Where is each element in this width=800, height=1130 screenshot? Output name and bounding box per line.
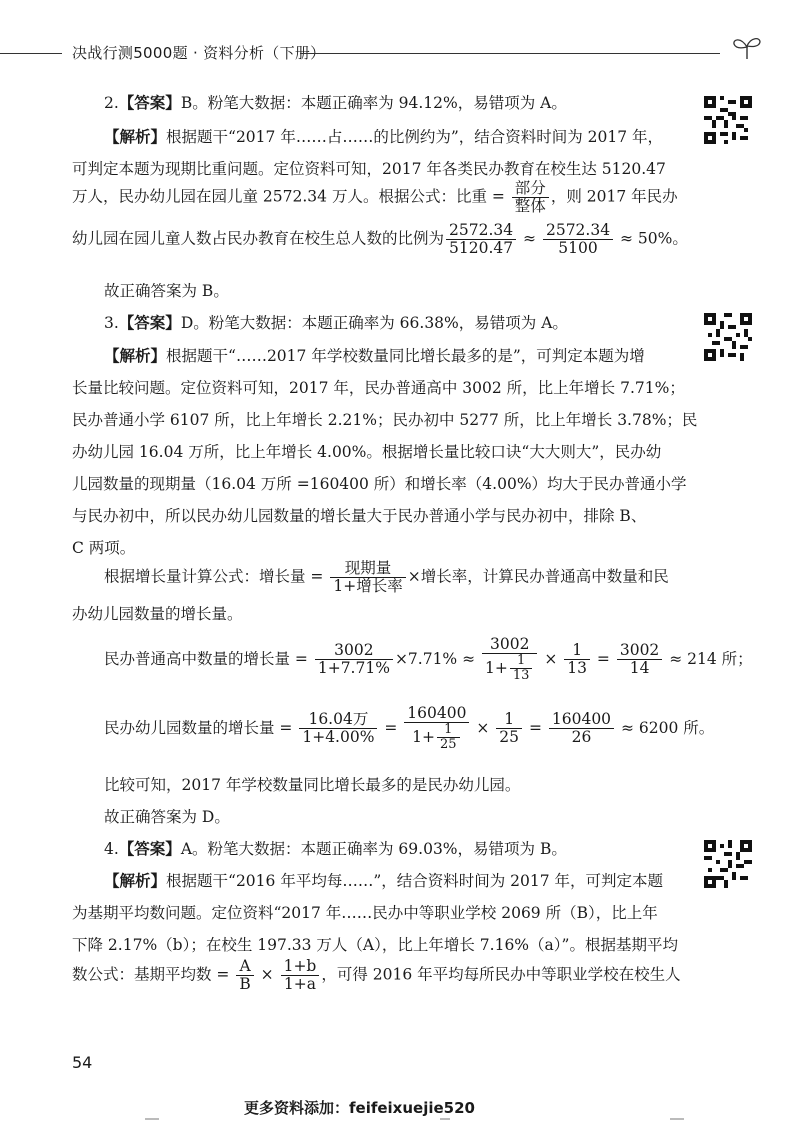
- header-title: 决战行测5000题 · 资料分析（下册）: [72, 44, 326, 62]
- fraction-denominator: [404, 723, 469, 753]
- scan-speck: [670, 1118, 684, 1120]
- q3-analysis-line-1: [104, 345, 645, 367]
- running-header: [0, 38, 800, 68]
- calc-operator: =: [592, 649, 615, 668]
- q4-analysis-line-2: 为基期平均数问题。定位资料“2017 年……民办中等职业学校 2069 所（B），比上年: [72, 904, 658, 922]
- q3-analysis-line-7: C 两项。: [72, 539, 136, 557]
- calc-fraction: [315, 642, 393, 677]
- fraction-numerator: 2572.34: [446, 222, 516, 240]
- fraction-numerator: 2572.34: [543, 222, 613, 240]
- q3-answer-tag: 【答案】: [118, 314, 181, 332]
- calc-operator: ×: [539, 649, 563, 668]
- fraction-denominator: 25: [499, 728, 520, 747]
- nested-fraction: [437, 723, 460, 753]
- header-rule-left: [0, 53, 62, 54]
- calc-fraction: [496, 711, 522, 746]
- q3-high-school-calc: [104, 636, 753, 684]
- q2-fraction-1: [446, 222, 516, 257]
- q2-formula-label: 万人，民办幼儿园在园儿童 2572.34 万人。根据公式：比重 =: [72, 187, 510, 206]
- q3-answer-line: [104, 312, 568, 334]
- q2-number: 2.: [104, 94, 119, 112]
- fraction-numerator: 1+b: [281, 958, 320, 976]
- q3-analysis-line-3: 民办普通小学 6107 所，比上年增长 2.21%；民办初中 5277 所，比上年增长 3.78%；民: [72, 411, 698, 429]
- calc-fraction: [549, 711, 614, 746]
- compound-prefix: 1+: [412, 727, 436, 746]
- q3-growth-formula-cont: 办幼儿园数量的增长量。: [72, 605, 243, 623]
- q3-analysis-line-4: 办幼儿园 16.04 万所，比上年增长 4.00%。根据增长量比较口诀“大大则大”，民办幼: [72, 443, 662, 461]
- q3-conclusion: 故正确答案为 D。: [104, 808, 230, 826]
- ratio-formula: [512, 180, 549, 215]
- q2-answer-text: B。粉笔大数据：本题正确率为 94.12%，易错项为 A。: [180, 94, 567, 112]
- fraction-numerator: 16.04万: [299, 711, 377, 729]
- fraction-numerator: 1: [564, 642, 590, 660]
- q2-calc-result: ≈ 50%。: [615, 229, 688, 248]
- q4-answer-text: A。粉笔大数据：本题正确率为 69.03%，易错项为 B。: [180, 840, 567, 858]
- q2-analysis-line-2: 可判定本题为现期比重问题。定位资料可知，2017 年各类民办教育在校生达 5120.47: [72, 160, 666, 178]
- scan-speck: [440, 1118, 450, 1120]
- fraction-denominator: 13: [512, 668, 530, 684]
- calc-fraction: [404, 705, 469, 753]
- q4-answer-line: [104, 838, 567, 860]
- base-average-post: ，可得 2016 年平均每所民办中等职业学校在校生人: [321, 965, 681, 984]
- q2-analysis-tag: 【解析】: [104, 128, 167, 146]
- header-rule-right: [300, 53, 720, 54]
- q2-analysis-line-4: [72, 222, 688, 257]
- q2-formula-post: ，则 2017 年民办: [550, 187, 678, 206]
- compound-prefix: 1+: [485, 658, 508, 677]
- qr-code-icon: [704, 96, 752, 144]
- nested-fraction: [510, 654, 533, 684]
- fraction-denominator: 5120.47: [449, 239, 514, 258]
- fraction-numerator: 3002: [617, 642, 662, 660]
- q3-analysis-line-5: 儿园数量的现期量（16.04 万所 =160400 所）和增长率（4.00%）均大于民办普通小学: [72, 475, 687, 493]
- fraction-numerator: 1: [437, 723, 460, 738]
- q3-analysis-line-2: 长量比较问题。定位资料可知，2017 年，民办普通高中 3002 所，比上年增长 7.71%；: [72, 379, 685, 397]
- q3-comparison: 比较可知，2017 年学校数量同比增长最多的是民办幼儿园。: [104, 776, 521, 794]
- calc-operator: ×: [471, 718, 495, 737]
- qr-code-icon: [704, 313, 752, 361]
- calc-fraction: [482, 636, 537, 684]
- fraction-denominator: B: [239, 975, 251, 994]
- fraction-numerator: 3002: [315, 642, 393, 660]
- fraction-denominator: 1+增长率: [333, 577, 403, 596]
- q3-analysis-text-1: 根据题干“……2017 年学校数量同比增长最多的是”，可判定本题为增: [166, 347, 645, 365]
- calc-result: ≈ 214 所；: [664, 649, 753, 668]
- ratio-numerator: 部分: [512, 180, 549, 198]
- fraction-denominator: 26: [571, 728, 592, 747]
- q4-number: 4.: [104, 840, 119, 858]
- base-average-fraction-1: [236, 958, 253, 993]
- fraction-numerator: 1: [496, 711, 522, 729]
- base-average-fraction-2: [281, 958, 320, 993]
- calc-label: 民办幼儿园数量的增长量 =: [104, 718, 298, 737]
- calc-operator: ×7.71% ≈: [394, 649, 481, 668]
- q4-analysis-line-4: [72, 958, 681, 993]
- calc-operator: =: [524, 718, 547, 737]
- footer-contact: 更多资料添加：feifeixuejie520: [244, 1099, 475, 1117]
- fraction-denominator: 5100: [558, 239, 598, 258]
- fraction-numerator: 160400: [404, 705, 469, 723]
- q2-analysis-text-1: 根据题干“2017 年……占……的比例约为”，结合资料时间为 2017 年，: [166, 128, 664, 146]
- calc-label: 民办普通高中数量的增长量 =: [104, 649, 313, 668]
- q3-number: 3.: [104, 314, 119, 332]
- q3-analysis-tag: 【解析】: [104, 347, 167, 365]
- approx-sign: ≈: [518, 229, 541, 248]
- fraction-numerator: 1: [510, 654, 533, 669]
- fraction-numerator: A: [236, 958, 253, 976]
- q3-growth-formula: [104, 560, 669, 595]
- q3-kindergarten-calc: [104, 705, 714, 753]
- growth-formula-label: 根据增长量计算公式：增长量 =: [104, 567, 329, 586]
- q2-fraction-2: [543, 222, 613, 257]
- calc-result: ≈ 6200 所。: [616, 718, 715, 737]
- calc-operator: =: [379, 718, 403, 737]
- calc-fraction: [564, 642, 590, 677]
- q2-answer-tag: 【答案】: [118, 94, 181, 112]
- ratio-denominator: 整体: [514, 197, 546, 216]
- fraction-numerator: 3002: [482, 636, 537, 654]
- fraction-denominator: [482, 654, 537, 684]
- q2-answer-line: [104, 92, 567, 114]
- fraction-denominator: 13: [567, 659, 587, 678]
- fraction-denominator: 1+a: [283, 975, 317, 994]
- base-average-label: 数公式：基期平均数 =: [72, 965, 235, 984]
- growth-formula-post: ×增长率，计算民办普通高中数量和民: [407, 567, 669, 586]
- fraction-numerator: 160400: [549, 711, 614, 729]
- q2-conclusion: 故正确答案为 B。: [104, 282, 229, 300]
- calc-fraction: [299, 711, 377, 746]
- q2-analysis-line-3: [72, 180, 678, 215]
- q4-analysis-tag: 【解析】: [104, 872, 167, 890]
- fraction-denominator: 25: [440, 737, 457, 753]
- fraction-denominator: 14: [629, 659, 650, 678]
- q4-analysis-line-1: [104, 870, 663, 892]
- calc-operator: ×: [255, 965, 279, 984]
- q3-analysis-line-6: 与民办初中，所以民办幼儿园数量的增长量大于民办普通小学与民办初中，排除 B、: [72, 507, 647, 525]
- growth-formula-fraction: [330, 560, 405, 595]
- fraction-numerator: 现期量: [330, 560, 405, 578]
- q4-analysis-line-3: 下降 2.17%（b）；在校生 197.33 万人（A），比上年增长 7.16%（a）”。根据基期平均: [72, 936, 678, 954]
- q3-answer-text: D。粉笔大数据：本题正确率为 66.38%，易错项为 A。: [180, 314, 568, 332]
- sprout-icon: [730, 34, 764, 64]
- q4-analysis-text-1: 根据题干“2016 年平均每……”，结合资料时间为 2017 年，可判定本题: [166, 872, 664, 890]
- scan-speck: [145, 1118, 159, 1120]
- calc-fraction: [617, 642, 662, 677]
- qr-code-icon: [704, 840, 752, 888]
- fraction-denominator: 1+7.71%: [317, 659, 390, 678]
- q2-analysis-line-1: [104, 126, 663, 148]
- q2-calc-label: 幼儿园在园儿童人数占民办教育在校生总人数的比例为: [72, 229, 445, 248]
- q4-answer-tag: 【答案】: [118, 840, 181, 858]
- page-number: 54: [72, 1053, 93, 1072]
- fraction-denominator: 1+4.00%: [302, 728, 375, 747]
